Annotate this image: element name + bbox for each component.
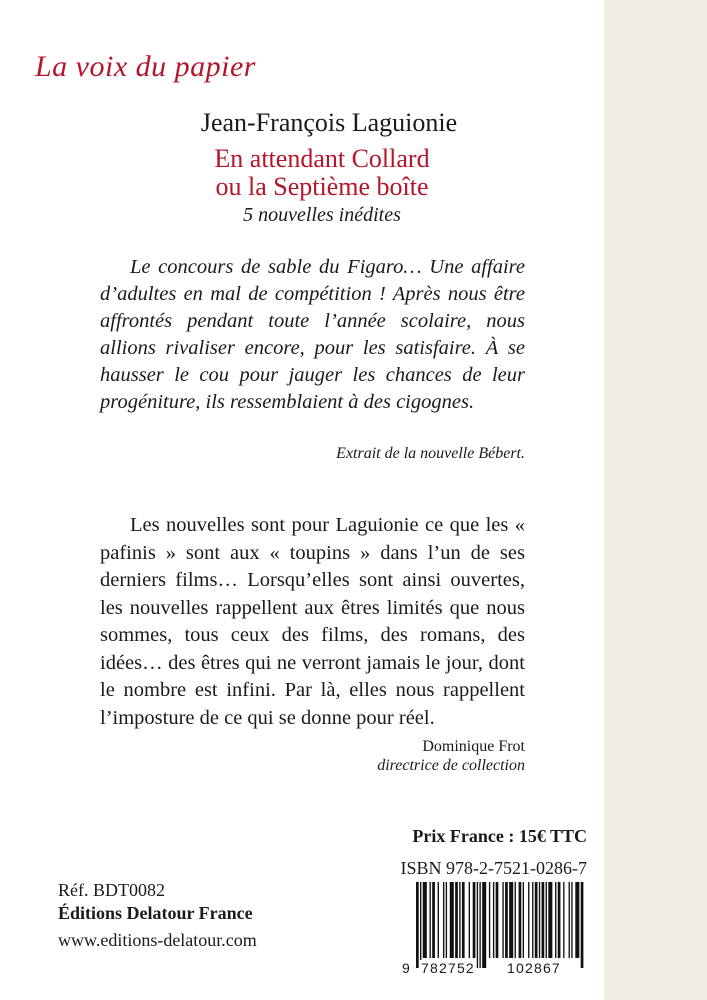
reference-number: Réf. BDT0082 xyxy=(58,880,165,900)
barcode-bar xyxy=(509,882,513,958)
barcode-bar xyxy=(432,882,435,958)
barcode-bar xyxy=(493,882,494,958)
book-subtitle: 5 nouvelles inédites xyxy=(243,204,401,226)
title-line-2: ou la Septième boîte xyxy=(215,172,429,201)
signature-role: directrice de collection xyxy=(377,757,525,774)
barcode-bar xyxy=(459,882,460,958)
book-spine xyxy=(604,0,707,1000)
barcode-bar xyxy=(502,882,503,958)
barcode-bar xyxy=(581,882,584,968)
barcode-bar xyxy=(455,882,458,958)
barcode-bar xyxy=(430,882,431,958)
barcode-bar xyxy=(489,882,490,958)
barcode-bar xyxy=(532,882,533,958)
barcode-bar xyxy=(555,882,556,958)
barcode-bar xyxy=(473,882,476,958)
barcode-bar xyxy=(539,882,540,958)
publisher-name: Éditions Delatour France xyxy=(58,903,253,923)
barcode-bar xyxy=(542,882,545,958)
barcode-bar xyxy=(462,882,465,958)
barcode-bar xyxy=(482,882,486,968)
price-label: Prix France : 15€ TTC xyxy=(412,826,587,846)
barcode-bar xyxy=(450,882,454,958)
barcode-bar xyxy=(563,882,564,958)
barcode-bar xyxy=(571,882,572,958)
barcode-bar xyxy=(535,882,538,958)
barcode-bar xyxy=(569,882,570,958)
barcode-bar xyxy=(479,882,480,968)
barcode-bar xyxy=(469,882,470,958)
barcode-bar xyxy=(558,882,561,958)
barcode-bar xyxy=(420,882,421,968)
barcode-bar xyxy=(438,882,439,958)
barcode-bar xyxy=(523,882,524,958)
barcode-bar xyxy=(548,882,552,958)
barcode-bar xyxy=(575,882,579,958)
signature-name: Dominique Frot xyxy=(422,738,525,755)
isbn-label: ISBN 978-2-7521-0286-7 xyxy=(400,858,587,878)
author-name: Jean-François Laguionie xyxy=(200,108,458,137)
barcode-bar xyxy=(515,882,516,958)
excerpt-paragraph: Le concours de sable du Figaro… Une affaire d’adultes en mal de compétition ! Après nous être affrontés pendant toute l’année scolaire, nous allions rivaliser encore, pour les satisfaire. À se hausser le cou pour jauger les chances de leur progéniture, ils ressemblaient à des cigognes. xyxy=(100,256,525,413)
barcode-bar xyxy=(423,882,427,958)
publisher-website: www.editions-delatour.com xyxy=(58,930,257,950)
book-title xyxy=(0,145,604,201)
barcode-bar xyxy=(416,882,419,968)
title-line-1: En attendant Collard xyxy=(214,144,430,173)
barcode-bar xyxy=(496,882,499,958)
barcode-bars xyxy=(402,882,588,968)
barcode-bar xyxy=(477,882,478,968)
excerpt-source: Extrait de la nouvelle Bébert. xyxy=(336,445,525,462)
barcode-bar xyxy=(505,882,508,958)
collection-name: La voix du papier xyxy=(35,50,256,83)
barcode-bar xyxy=(443,882,444,958)
barcode-left-digits: 782752 xyxy=(421,960,475,976)
blurb-paragraph: Les nouvelles sont pour Laguionie ce que les « pafinis » sont aux « toupins » dans l’un de ses derniers films… Lorsqu’elles sont ainsi ouvertes, les nouvelles rappellent aux êtres limités que nous sommes, tous ceux des films, des romans, des idées… des êtres qui ne verront jamais le jour, dont le nombre est infini. Par là, elles nous rappellent l’imposture de ce qui se donne pour réel. xyxy=(100,514,525,729)
barcode-bar xyxy=(446,882,447,958)
barcode-first-digit: 9 xyxy=(402,960,411,976)
barcode-right-digits: 102867 xyxy=(507,960,561,976)
barcode-bar xyxy=(519,882,522,958)
barcode-bar xyxy=(528,882,529,958)
barcode-bar xyxy=(546,882,547,958)
